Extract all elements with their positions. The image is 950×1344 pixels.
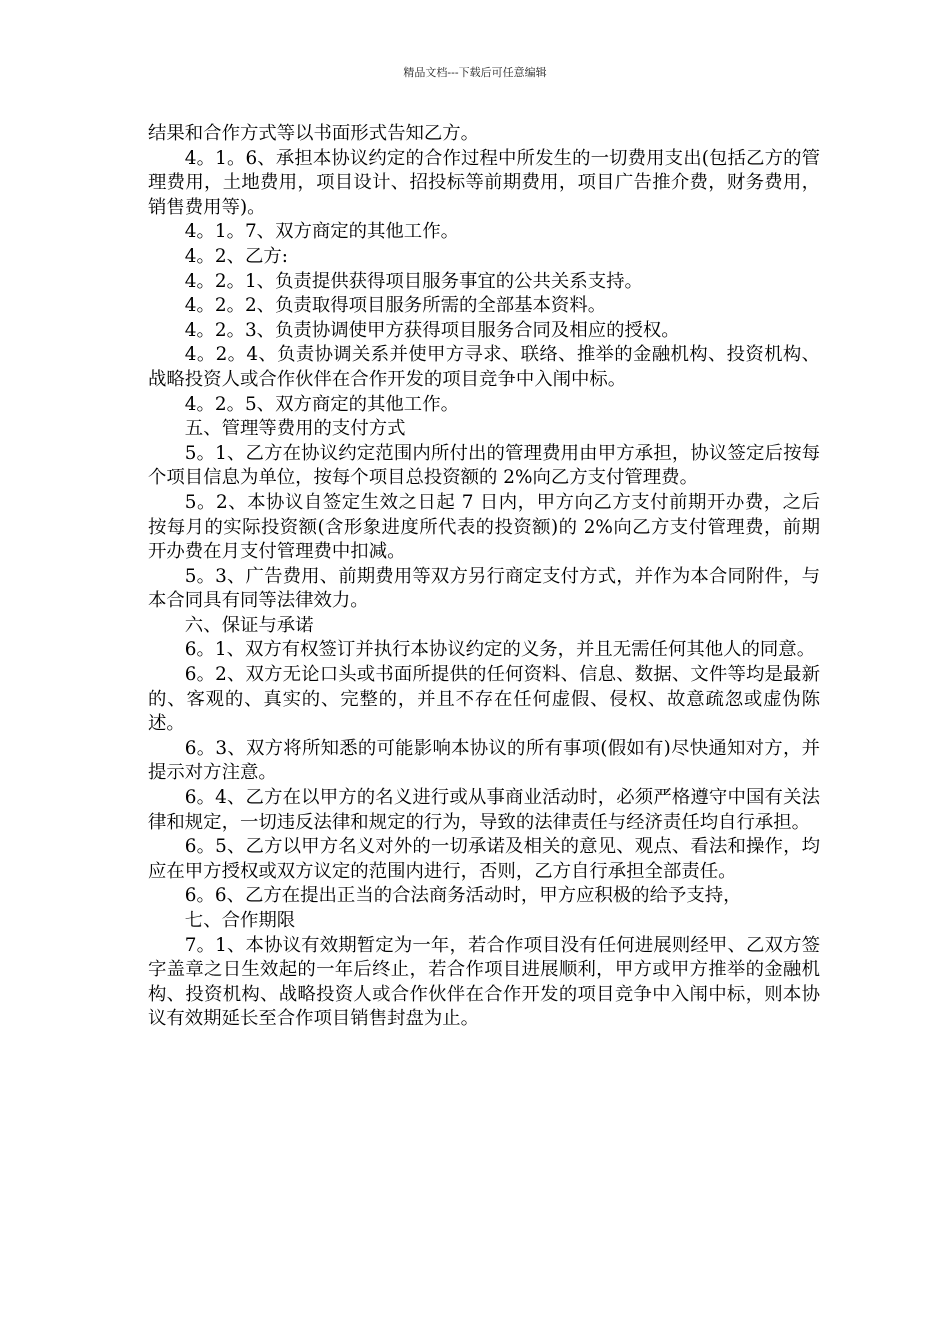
paragraph: 4。2。1、负责提供获得项目服务事宜的公共关系支持。 xyxy=(184,270,643,292)
paragraph: 4。2。3、负责协调使甲方获得项目服务合同及相应的授权。 xyxy=(184,319,680,341)
paragraph: 6。5、乙方以甲方名义对外的一切承诺及相关的意见、观点、看法和操作，均应在甲方授权或双方议定的范围内进行，否则，乙方自行承担全部责任。 xyxy=(148,836,820,882)
paragraph: 5。1、乙方在协议约定范围内所付出的管理费用由甲方承担，协议签定后按每个项目信息为单位，按每个项目总投资额的 2%向乙方支付管理费。 xyxy=(148,442,820,489)
paragraph: 6。1、双方有权签订并执行本协议约定的义务，并且无需任何其他人的同意。 xyxy=(184,639,816,661)
paragraph: 4。2。5、双方商定的其他工作。 xyxy=(184,393,459,415)
paragraph: 6。3、双方将所知悉的可能影响本协议的所有事项(假如有)尽快通知对方，并提示对方注意。 xyxy=(148,737,820,784)
paragraph: 4。2、乙方: xyxy=(184,245,288,267)
paragraph: 4。1。7、双方商定的其他工作。 xyxy=(184,221,459,243)
paragraph: 6。6、乙方在提出正当的合法商务活动时，甲方应积极的给予支持， xyxy=(184,885,742,907)
paragraph: 6。2、双方无论口头或书面所提供的任何资料、信息、数据、文件等均是最新的、客观的、真实的、完整的，并且不存在任何虚假、侵权、故意疏忽或虚伪陈述。 xyxy=(148,664,820,735)
document-body xyxy=(148,122,820,1032)
paragraph: 6。4、乙方在以甲方的名义进行或从事商业活动时，必须严格遵守中国有关法律和规定，一切违反法律和规定的行为，导致的法律责任与经济责任均自行承担。 xyxy=(148,787,820,833)
paragraph: 4。2。2、负责取得项目服务所需的全部基本资料。 xyxy=(184,295,607,317)
paragraph: 7。1、本协议有效期暂定为一年，若合作项目没有任何进展则经甲、乙双方签字盖章之日生效起的一年后终止，若合作项目进展顺利，甲方或甲方推举的金融机构、投资机构、战略投资人或合作伙伴在合作开发的项目竞争中入闱中标，则本协议有效期延长至合作项目销售封盘为止。 xyxy=(148,934,820,1030)
paragraph: 4。2。4、负责协调关系并使甲方寻求、联络、推举的金融机构、投资机构、战略投资人或合作伙伴在合作开发的项目竞争中入闱中标。 xyxy=(148,344,820,390)
paragraph: 5。2、本协议自签定生效之日起 7 日内，甲方向乙方支付前期开办费，之后按每月的实际投资额(含形象进度所代表的投资额)的 2%向乙方支付管理费，前期开办费在月支付管理费中扣减。 xyxy=(148,491,820,563)
paragraph: 七、合作期限 xyxy=(184,910,296,931)
paragraph: 4。1。6、承担本协议约定的合作过程中所发生的一切费用支出(包括乙方的管理费用，土地费用，项目设计、招投标等前期费用，项目广告推介费，财务费用，销售费用等)。 xyxy=(148,147,820,218)
paragraph: 5。3、广告费用、前期费用等双方另行商定支付方式，并作为本合同附件，与本合同具有同等法律效力。 xyxy=(148,565,820,612)
page-header: 精品文档---下载后可任意编辑 xyxy=(403,66,547,79)
paragraph: 结果和合作方式等以书面形式告知乙方。 xyxy=(148,123,480,144)
paragraph: 六、保证与承诺 xyxy=(184,614,314,636)
paragraph: 五、管理等费用的支付方式 xyxy=(184,418,406,440)
